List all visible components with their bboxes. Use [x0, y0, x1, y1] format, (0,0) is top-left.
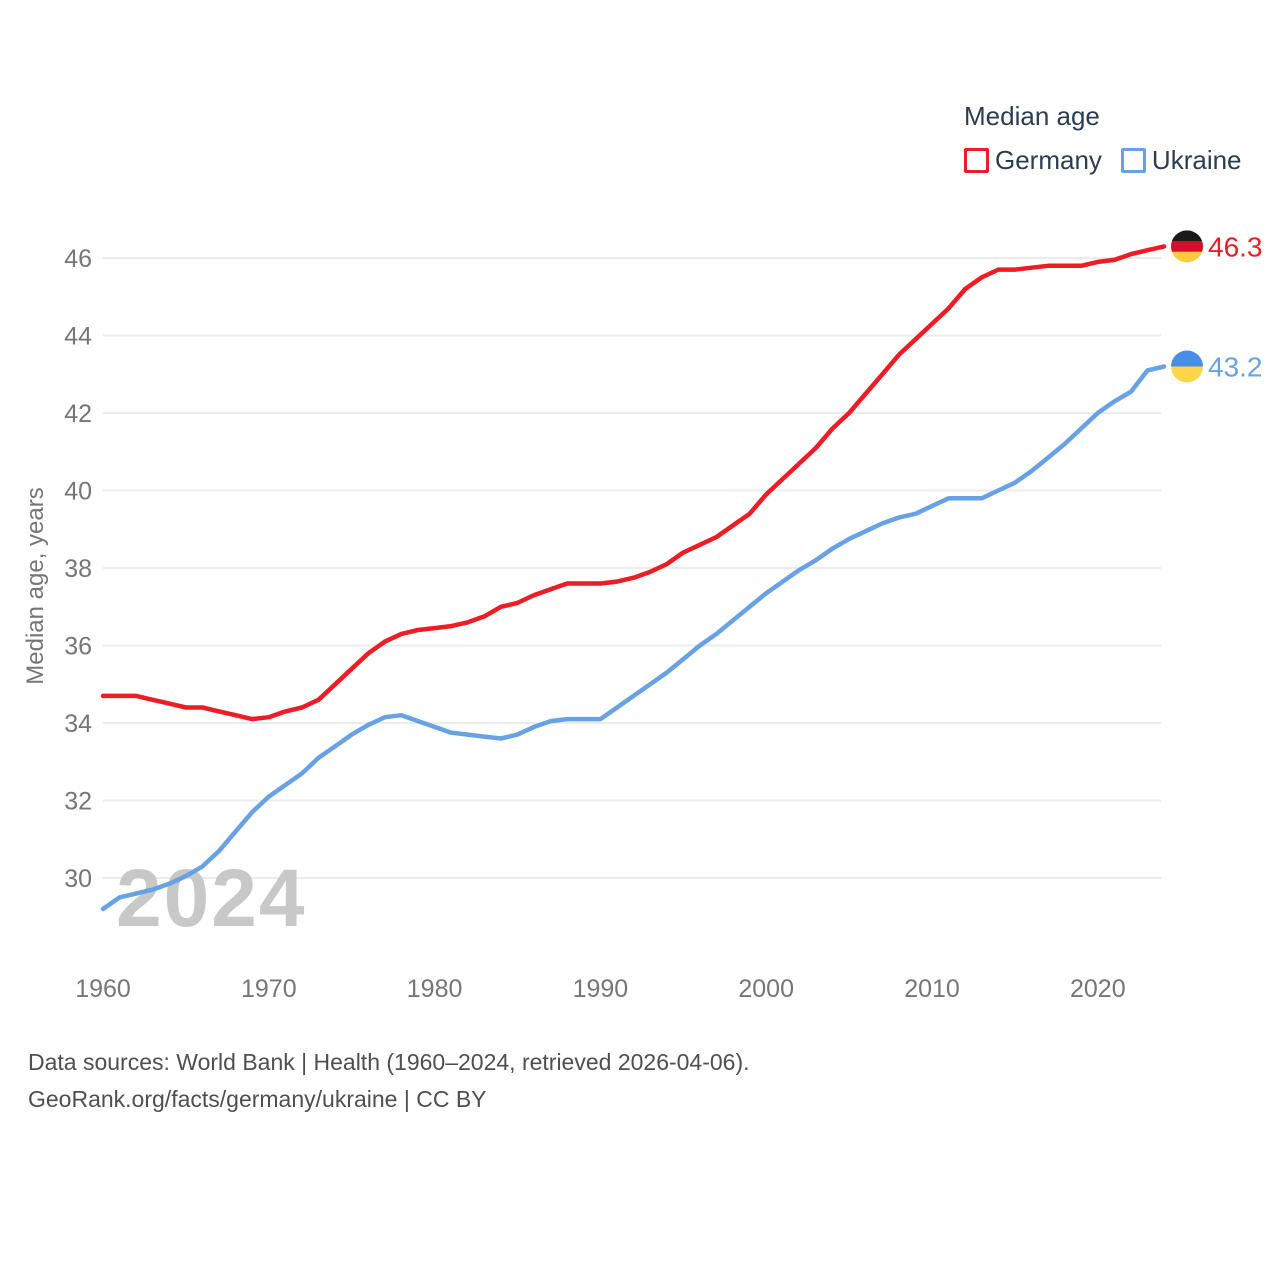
year-watermark: 2024	[116, 853, 307, 944]
x-tick-label-2000: 2000	[738, 975, 795, 1003]
ukraine-flag-icon	[1171, 351, 1203, 384]
germany-flag-icon	[1171, 230, 1203, 263]
ukraine-flag-band-1	[1171, 367, 1203, 384]
y-tick-label-44: 44	[64, 322, 92, 351]
germany-line	[103, 246, 1164, 719]
attribution-text: GeoRank.org/facts/germany/ukraine | CC BY	[28, 1086, 487, 1112]
legend-title: Median age	[964, 101, 1100, 131]
x-tick-label-2020: 2020	[1069, 975, 1126, 1003]
ukraine-series-label: Ukraine	[1151, 145, 1242, 175]
y-tick-label-30: 30	[64, 865, 92, 893]
x-tick-label-1980: 1980	[406, 975, 463, 1003]
ukraine-end-value-label: 43.2	[1208, 351, 1263, 383]
data-sources-text: Data sources: World Bank | Health (1960–2024, retrieved 2026-04-06).	[28, 1049, 750, 1075]
ukraine-flag-band-0	[1171, 351, 1203, 368]
germany-series-label: Germany	[995, 145, 1102, 175]
germany-end-value-label: 46.3	[1208, 231, 1263, 263]
y-tick-label-32: 32	[64, 787, 92, 816]
germany-flag-band-1	[1171, 241, 1203, 252]
ukraine-line	[103, 367, 1164, 910]
y-tick-label-46: 46	[64, 245, 92, 273]
x-tick-label-1960: 1960	[75, 975, 131, 1003]
germany-flag-band-0	[1171, 230, 1203, 241]
y-tick-label-40: 40	[64, 477, 92, 506]
chart-footer	[28, 1044, 750, 1118]
y-tick-label-36: 36	[64, 632, 92, 661]
x-tick-label-1970: 1970	[240, 975, 297, 1003]
germany-flag-band-2	[1171, 252, 1203, 263]
y-tick-label-42: 42	[64, 400, 92, 428]
x-tick-label-1990: 1990	[572, 975, 629, 1003]
x-tick-label-2010: 2010	[904, 975, 960, 1003]
y-tick-label-38: 38	[64, 555, 92, 583]
y-tick-label-34: 34	[64, 710, 92, 738]
y-axis-title: Median age, years	[22, 487, 49, 685]
